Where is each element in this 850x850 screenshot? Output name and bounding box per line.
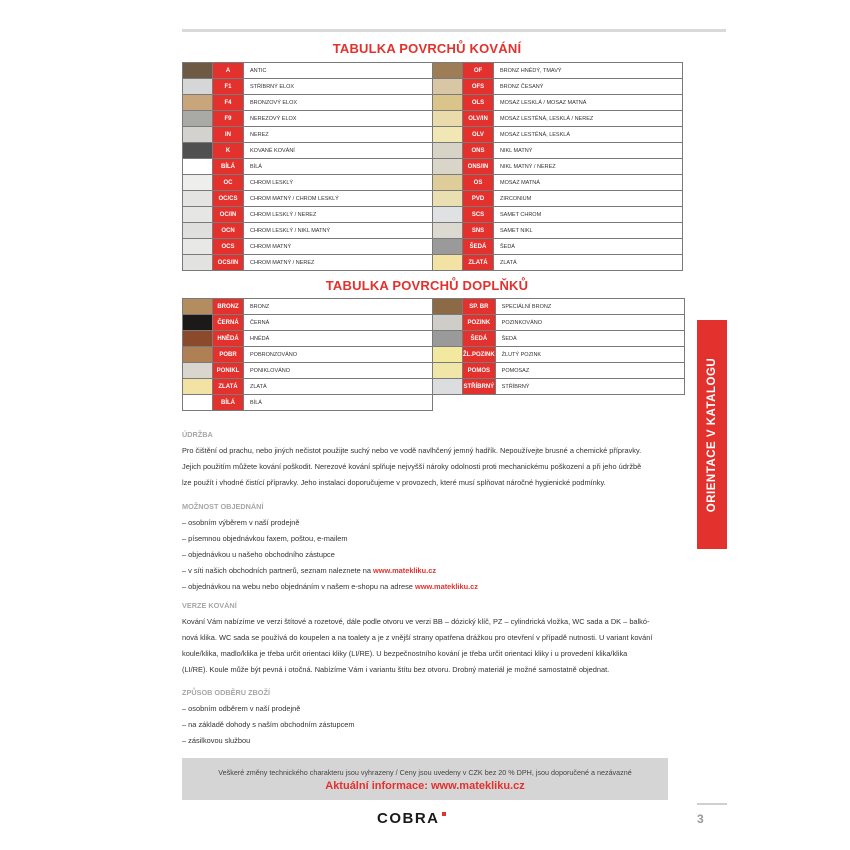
ordering-line: – písemnou objednávkou faxem, poštou, e-mailem bbox=[182, 534, 348, 543]
finish-code: OC bbox=[213, 175, 244, 191]
maintenance-section bbox=[182, 427, 677, 491]
finish-name: ŽLUTÝ POZINK bbox=[495, 347, 684, 363]
delivery-line: – na základě dohody s naším obchodním zástupcem bbox=[182, 720, 355, 729]
finish-name: NEREZOVÝ ELOX bbox=[244, 111, 433, 127]
catalog-orientation-tab[interactable] bbox=[697, 320, 727, 549]
table-row bbox=[183, 239, 683, 255]
table-row bbox=[183, 111, 683, 127]
finish-code: SP. BR bbox=[463, 299, 496, 315]
table-row bbox=[183, 315, 685, 331]
finish-code bbox=[463, 395, 496, 411]
finish-name: CHROM LESKLÝ / NEREZ bbox=[244, 207, 433, 223]
finish-name: PONIKLOVÁNO bbox=[244, 363, 433, 379]
finish-name: MOSAZ LESKLÁ / MOSAZ MATNÁ bbox=[494, 95, 683, 111]
versions-section bbox=[182, 598, 677, 678]
finish-name: STŘÍBRNÝ ELOX bbox=[244, 79, 433, 95]
footer-note-box bbox=[182, 758, 668, 800]
finish-name: BRONZ HNĚDÝ, TMAVÝ bbox=[494, 63, 683, 79]
finish-code: SCS bbox=[463, 207, 494, 223]
finish-code: ŠEDÁ bbox=[463, 239, 494, 255]
finish-code: F9 bbox=[213, 111, 244, 127]
ordering-text: – objednávkou na webu nebo objednáním v našem e-shopu na adrese bbox=[182, 582, 415, 591]
table-row bbox=[183, 79, 683, 95]
finish-swatch bbox=[433, 363, 463, 379]
finish-swatch bbox=[183, 331, 213, 347]
finish-swatch bbox=[183, 255, 213, 271]
accessories-table bbox=[182, 298, 685, 411]
maintenance-line: lze použít i vhodné čistící přípravky. Jeho instalaci doporučujeme v provozech, které musí splňovat náročné hygienické podmínky. bbox=[182, 478, 606, 487]
table-row bbox=[183, 159, 683, 175]
finish-name: STŘÍBRNÝ bbox=[495, 379, 684, 395]
finish-code: A bbox=[213, 63, 244, 79]
finish-swatch bbox=[183, 299, 213, 315]
table-row bbox=[183, 299, 685, 315]
ordering-line bbox=[182, 579, 677, 595]
finish-swatch bbox=[433, 207, 463, 223]
table-row bbox=[183, 331, 685, 347]
finish-code: POBR bbox=[213, 347, 244, 363]
finish-swatch bbox=[183, 127, 213, 143]
finish-name: POMOSAZ bbox=[495, 363, 684, 379]
finish-swatch bbox=[433, 159, 463, 175]
ordering-section bbox=[182, 499, 677, 595]
finish-swatch bbox=[183, 159, 213, 175]
versions-line: Kování Vám nabízíme ve verzi štítové a rozetové, dále podle otvoru ve verzi BB – dózický klíč, PZ – cylindrická vložka, WC sada a DK – balkó- bbox=[182, 617, 650, 626]
finish-name: POBRONZOVÁNO bbox=[244, 347, 433, 363]
finish-swatch bbox=[433, 95, 463, 111]
finish-swatch bbox=[183, 175, 213, 191]
finish-code: POMOS bbox=[463, 363, 496, 379]
finish-swatch bbox=[183, 239, 213, 255]
finish-code: STŘÍBRNÝ bbox=[463, 379, 496, 395]
finish-code: BÍLÁ bbox=[213, 159, 244, 175]
finish-code: BÍLÁ bbox=[213, 395, 244, 411]
finish-code: OFS bbox=[463, 79, 494, 95]
versions-heading: VERZE KOVÁNÍ bbox=[182, 601, 237, 610]
footer-disclaimer: Veškeré změny technického charakteru jsou vyhrazeny / Ceny jsou uvedeny v CZK bez 20 % DPH, jsou doporučené a nezávazné bbox=[218, 768, 632, 777]
finish-swatch bbox=[183, 207, 213, 223]
finish-code: OCS bbox=[213, 239, 244, 255]
finishes-table bbox=[182, 62, 683, 271]
table-row bbox=[183, 255, 683, 271]
finish-swatch bbox=[183, 395, 213, 411]
finish-swatch bbox=[183, 315, 213, 331]
finish-code: BRONZ bbox=[213, 299, 244, 315]
finish-code: ONS bbox=[463, 143, 494, 159]
finish-swatch bbox=[433, 315, 463, 331]
ordering-line: – objednávkou u našeho obchodního zástupce bbox=[182, 550, 335, 559]
finish-name: BÍLÁ bbox=[244, 159, 433, 175]
finish-name: CHROM MATNÝ / NEREZ bbox=[244, 255, 433, 271]
finish-name: BRONZ ČESANÝ bbox=[494, 79, 683, 95]
finish-code: K bbox=[213, 143, 244, 159]
finish-code: PVD bbox=[463, 191, 494, 207]
finish-name: CHROM LESKLÝ / NIKL MATNÝ bbox=[244, 223, 433, 239]
table-row bbox=[183, 223, 683, 239]
table-row bbox=[183, 95, 683, 111]
finish-name: CHROM MATNÝ / CHROM LESKLÝ bbox=[244, 191, 433, 207]
delivery-line: – osobním odběrem v naší prodejně bbox=[182, 704, 301, 713]
finish-name: CHROM MATNÝ bbox=[244, 239, 433, 255]
finish-name: MOSAZ LESTĚNÁ, LESKLÁ / NEREZ bbox=[494, 111, 683, 127]
finish-swatch bbox=[183, 347, 213, 363]
finish-name: NEREZ bbox=[244, 127, 433, 143]
versions-line: nová klika. WC sada se používá do koupelen a na toalety a je z vnější strany opatřena drážkou pro otevření v případě nutnosti. U variant kování bbox=[182, 633, 653, 642]
finish-swatch bbox=[433, 395, 463, 411]
finish-code: OCN bbox=[213, 223, 244, 239]
finish-name: ČERNÁ bbox=[244, 315, 433, 331]
finish-swatch bbox=[433, 299, 463, 315]
finish-swatch bbox=[433, 379, 463, 395]
finish-code: OLV bbox=[463, 127, 494, 143]
table-row bbox=[183, 191, 683, 207]
finish-swatch bbox=[433, 175, 463, 191]
table-row bbox=[183, 207, 683, 223]
finish-name: MOSAZ MATNÁ bbox=[494, 175, 683, 191]
finish-code: F1 bbox=[213, 79, 244, 95]
finish-name: CHROM LESKLÝ bbox=[244, 175, 433, 191]
finish-swatch bbox=[433, 331, 463, 347]
finish-code: HNĚDÁ bbox=[213, 331, 244, 347]
finish-code: F4 bbox=[213, 95, 244, 111]
finish-swatch bbox=[183, 143, 213, 159]
finish-swatch bbox=[433, 239, 463, 255]
finish-name: BÍLÁ bbox=[244, 395, 433, 411]
finish-code: OLV/IN bbox=[463, 111, 494, 127]
maintenance-heading: ÚDRŽBA bbox=[182, 430, 213, 439]
finish-swatch bbox=[183, 111, 213, 127]
finish-code: ZLATÁ bbox=[463, 255, 494, 271]
finish-name: ZIRCONIUM bbox=[494, 191, 683, 207]
delivery-section bbox=[182, 685, 677, 749]
table-row bbox=[183, 175, 683, 191]
finish-name: SAMET CHROM bbox=[494, 207, 683, 223]
finish-code: OS bbox=[463, 175, 494, 191]
finish-name: NIKL MATNÝ bbox=[494, 143, 683, 159]
finish-code: ZLATÁ bbox=[213, 379, 244, 395]
table-row bbox=[183, 363, 685, 379]
finish-name bbox=[495, 395, 684, 411]
finish-code: POZINK bbox=[463, 315, 496, 331]
finish-swatch bbox=[433, 63, 463, 79]
table-row bbox=[183, 63, 683, 79]
finish-code: OF bbox=[463, 63, 494, 79]
finish-name: ZLATÁ bbox=[494, 255, 683, 271]
versions-line: koule/klika, madlo/klika je třeba určit orientaci kliky (LI/RE). U bezpečnostního kování je třeba určit orientaci kliky i u provedení klika/klika bbox=[182, 649, 628, 658]
finish-swatch bbox=[183, 379, 213, 395]
website-link[interactable]: www.matekliku.cz bbox=[373, 566, 437, 575]
table-row bbox=[183, 143, 683, 159]
versions-line: (LI/RE). Koule může být pevná i otočná. Nabízíme Vám i variantu štítu bez otvoru. Drobný materiál je možné samostatně objednat. bbox=[182, 665, 610, 674]
finish-name: KOVANÉ KOVÁNÍ bbox=[244, 143, 433, 159]
table-row bbox=[183, 347, 685, 363]
delivery-line: – zásilkovou službou bbox=[182, 736, 251, 745]
finish-name: ZLATÁ bbox=[244, 379, 433, 395]
finish-name: SAMET NIKL bbox=[494, 223, 683, 239]
finish-name: ŠEDÁ bbox=[495, 331, 684, 347]
ordering-text: – v síti našich obchodních partnerů, seznam naleznete na bbox=[182, 566, 374, 575]
finish-swatch bbox=[183, 63, 213, 79]
finish-name: NIKL MATNÝ / NEREZ bbox=[494, 159, 683, 175]
finish-swatch bbox=[433, 143, 463, 159]
finish-name: BRONZOVÝ ELOX bbox=[244, 95, 433, 111]
finish-name: POZINKOVÁNO bbox=[495, 315, 684, 331]
footer-website[interactable]: Aktuální informace: www.matekliku.cz bbox=[325, 780, 525, 792]
finish-code: OC/CS bbox=[213, 191, 244, 207]
cobra-logo: COBRA bbox=[377, 810, 446, 827]
finishes-table-title: TABULKA POVRCHŮ KOVÁNÍ bbox=[332, 41, 522, 56]
finish-code: OLS bbox=[463, 95, 494, 111]
table-row bbox=[183, 395, 685, 411]
table-row bbox=[183, 379, 685, 395]
table-row bbox=[183, 127, 683, 143]
finish-swatch bbox=[183, 223, 213, 239]
finish-name: MOSAZ LESTĚNÁ, LESKLÁ bbox=[494, 127, 683, 143]
finish-code: ONS/IN bbox=[463, 159, 494, 175]
finish-swatch bbox=[433, 111, 463, 127]
finish-code: ŠEDÁ bbox=[463, 331, 496, 347]
finish-code: ŽL.POZINK bbox=[463, 347, 496, 363]
finish-swatch bbox=[433, 127, 463, 143]
finish-code: OCS/IN bbox=[213, 255, 244, 271]
finish-name: SPECIÁLNÍ BRONZ bbox=[495, 299, 684, 315]
finish-swatch bbox=[183, 95, 213, 111]
page-number-rule bbox=[697, 803, 727, 805]
finish-code: ČERNÁ bbox=[213, 315, 244, 331]
finish-name: ŠEDÁ bbox=[494, 239, 683, 255]
finish-swatch bbox=[433, 347, 463, 363]
finish-code: OC/IN bbox=[213, 207, 244, 223]
delivery-heading: ZPŮSOB ODBĚRU ZBOŽÍ bbox=[182, 688, 270, 697]
eshop-link[interactable]: www.matekliku.cz bbox=[414, 582, 478, 591]
finish-swatch bbox=[183, 191, 213, 207]
finish-swatch bbox=[433, 191, 463, 207]
finish-swatch bbox=[433, 255, 463, 271]
accessories-table-title: TABULKA POVRCHŮ DOPLŇKŮ bbox=[325, 278, 529, 293]
ordering-line bbox=[182, 563, 677, 579]
finish-name: BRONZ bbox=[244, 299, 433, 315]
finish-name: ANTIC bbox=[244, 63, 433, 79]
finish-swatch bbox=[433, 79, 463, 95]
finish-swatch bbox=[183, 363, 213, 379]
top-rule bbox=[182, 29, 726, 32]
finish-code: PONIKL bbox=[213, 363, 244, 379]
side-tab-label: ORIENTACE V KATALOGU bbox=[706, 357, 718, 512]
ordering-heading: MOŽNOST OBJEDNÁNÍ bbox=[182, 502, 264, 511]
finish-code: IN bbox=[213, 127, 244, 143]
maintenance-line: Pro čištění od prachu, nebo jiných nečistot použijte suchý nebo ve vodě navlhčený jemný hadřík. Nepoužívejte brusné a chemické přípravky. bbox=[182, 446, 642, 455]
page-number: 3 bbox=[697, 812, 704, 826]
maintenance-line: Jejich použitím můžete kování poškodit. Nerezové kování splňuje nejvyšší nároky odolnosti proti mechanickému poškození a při jeho údržbě bbox=[182, 462, 642, 471]
finish-code: SNS bbox=[463, 223, 494, 239]
finish-swatch bbox=[433, 223, 463, 239]
ordering-line: – osobním výběrem v naší prodejně bbox=[182, 518, 300, 527]
finish-name: HNĚDÁ bbox=[244, 331, 433, 347]
finish-swatch bbox=[183, 79, 213, 95]
